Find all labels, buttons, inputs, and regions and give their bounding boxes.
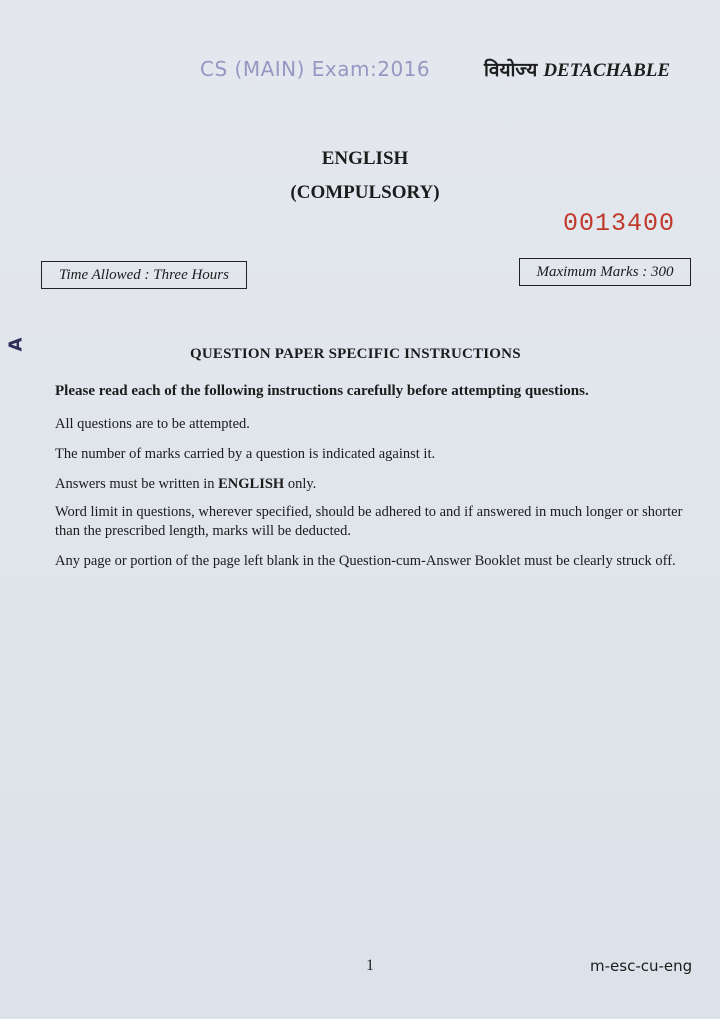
answers-prefix: Answers must be written in xyxy=(55,476,219,492)
maximum-marks-box: Maximum Marks : 300 xyxy=(519,258,691,286)
answers-suffix: only. xyxy=(284,476,317,492)
time-allowed-box: Time Allowed : Three Hours xyxy=(41,261,247,289)
page-number: 1 xyxy=(366,957,374,974)
subject-subtitle: (COMPULSORY) xyxy=(290,182,440,203)
instructions-heading: QUESTION PAPER SPECIFIC INSTRUCTIONS xyxy=(190,346,521,362)
instruction-item: Word limit in questions, wherever specified, should be adhered to and if answered in much longer or shorter than the prescribed length, marks will be deducted. xyxy=(55,504,683,539)
instructions-lead: Please read each of the following instructions carefully before attempting questions. xyxy=(55,383,589,399)
instruction-item: All questions are to be attempted. xyxy=(55,416,250,432)
subject-title: ENGLISH xyxy=(321,148,409,169)
booklet-series-mark: A xyxy=(5,337,27,352)
detachable-text: DETACHABLE xyxy=(543,60,671,81)
instruction-item-language xyxy=(55,475,695,494)
instruction-item: The number of marks carried by a question is indicated against it. xyxy=(55,446,436,462)
answers-language: ENGLISH xyxy=(218,476,285,492)
hindi-detachable-label: वियोज्य xyxy=(484,59,538,81)
paper-code: m-esc-cu-eng xyxy=(590,957,693,975)
instruction-item: Any page or portion of the page left blank in the Question-cum-Answer Booklet must be clearly struck off. xyxy=(55,553,676,569)
exam-stamp: CS (MAIN) Exam:2016 xyxy=(200,57,431,81)
serial-number: 0013400 xyxy=(563,209,676,238)
detachable-label xyxy=(484,56,670,82)
